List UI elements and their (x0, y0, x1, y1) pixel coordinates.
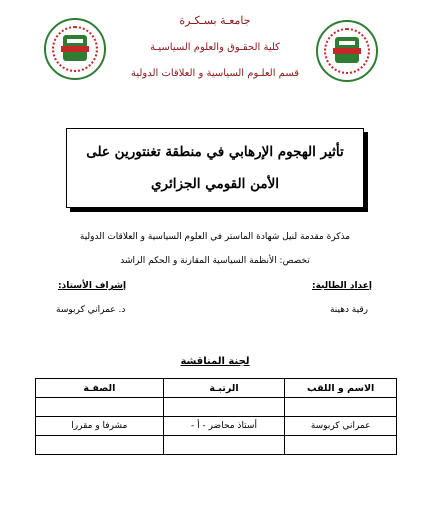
prepared-by-label: إعداد الطالبة: (312, 281, 372, 291)
logo-book-icon (339, 41, 355, 45)
faculty-name: كلية الحقـوق والعلوم السياسيـة (150, 42, 280, 53)
supervisor-label: إشراف الأستاذ: (58, 281, 127, 291)
table-cell-name: عمراني كربوسة (285, 417, 397, 436)
memo-specialization: تخصص: الأنظمة السياسية المقارنة و الحكم الراشد (120, 256, 310, 266)
university-name: جامعـة بسـكـرة (179, 14, 251, 27)
table-row (36, 436, 397, 455)
university-logo-right (316, 20, 378, 82)
committee-title: لجنة المناقشة (180, 356, 250, 367)
thesis-title-line-1: تأثير الهجوم الإرهابي في منطقة تغنتورين على (86, 144, 344, 160)
table-cell-role: مشرفا و مقررا (36, 417, 164, 436)
department-name: قسم العلـوم السياسية و العلاقات الدولية (130, 68, 300, 79)
table-cell-role (36, 436, 164, 455)
table-cell-rank (163, 436, 285, 455)
column-header-role: الصفـة (36, 379, 164, 398)
supervisor-name: د. عمراني كربوسة (56, 305, 126, 315)
table-row (36, 398, 397, 417)
table-cell-name (285, 436, 397, 455)
table-cell-rank: أستاذ محاضر - أ - (163, 417, 285, 436)
table-cell-role (36, 398, 164, 417)
thesis-title-line-2: الأمن القومي الجزائري (150, 176, 280, 192)
table-header-row (36, 379, 397, 398)
logo-book-icon (67, 39, 83, 43)
memo-description: مذكرة مقدمة لنيل شهادة الماستر في العلوم السياسية و العلاقات الدولية (79, 232, 351, 242)
logo-band (61, 46, 89, 52)
student-name: رقية دهينة (329, 305, 368, 315)
column-header-name: الاسم و اللقب (285, 379, 397, 398)
thesis-title-box (66, 128, 364, 208)
university-logo-left (44, 18, 106, 80)
table-cell-rank (163, 398, 285, 417)
table-row (36, 417, 397, 436)
table-cell-name (285, 398, 397, 417)
logo-band (333, 48, 361, 54)
committee-table (35, 378, 397, 455)
column-header-rank: الرتبـة (163, 379, 285, 398)
